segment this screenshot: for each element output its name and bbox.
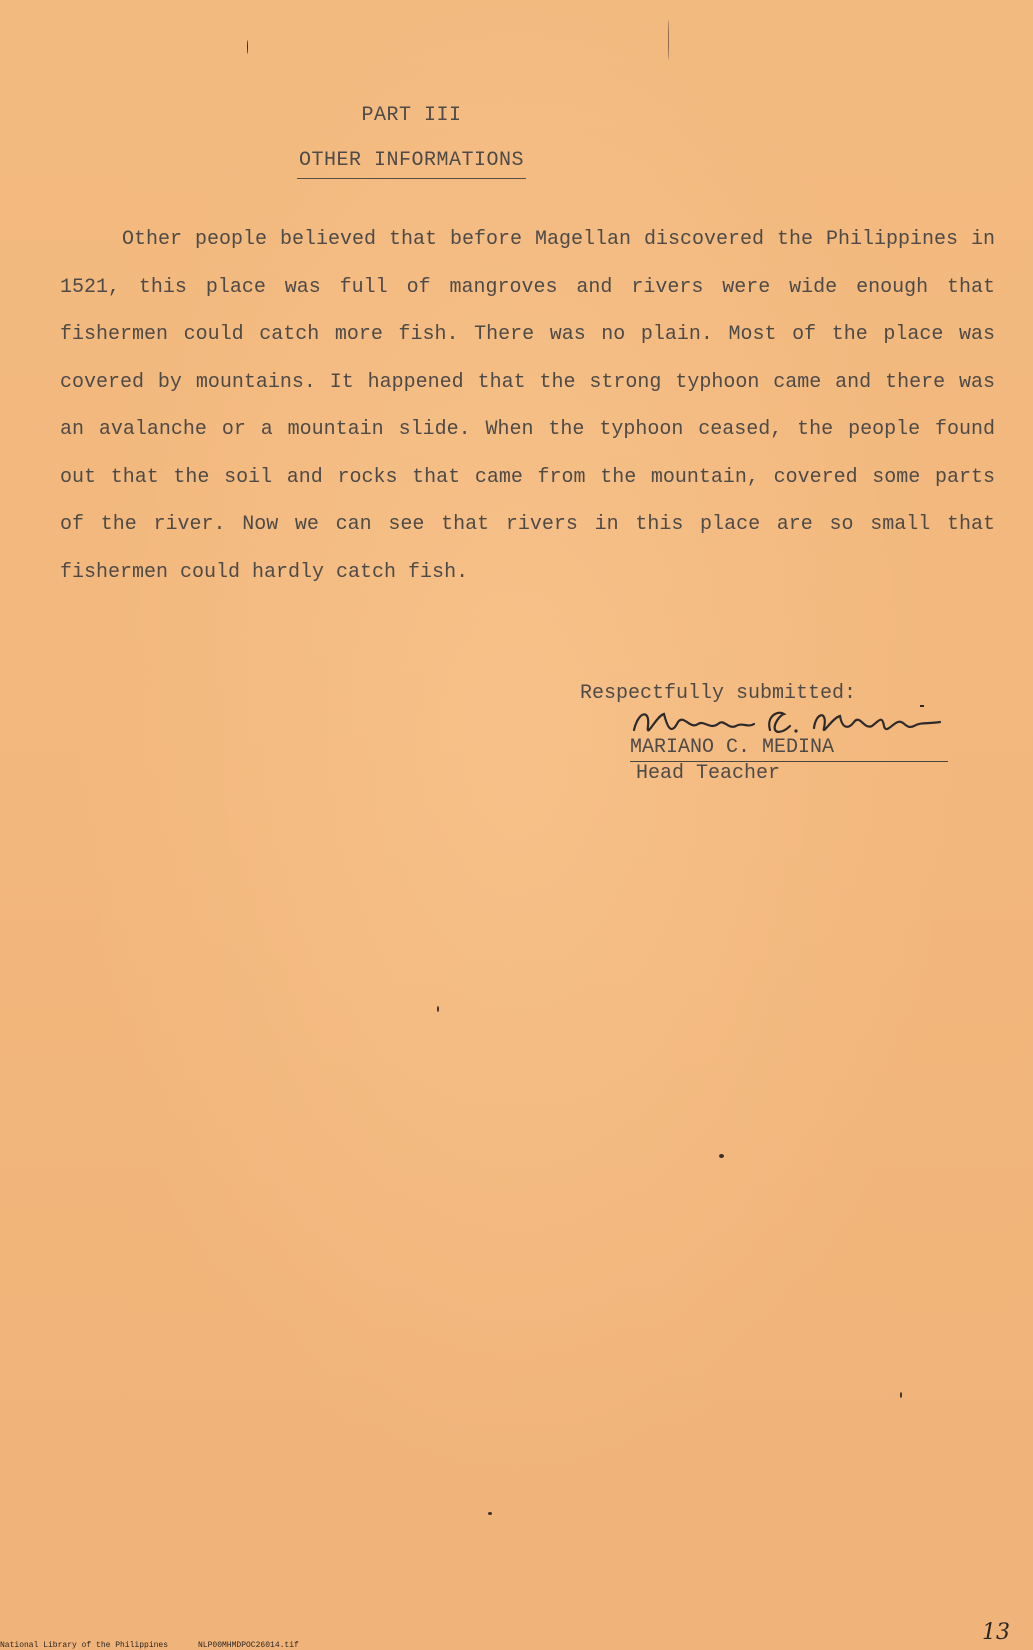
section-subtitle [0, 149, 928, 179]
subtitle-text: OTHER INFORMATIONS [297, 149, 526, 179]
footer-file-id: NLP00MHMDPOC26014.tif [198, 1641, 299, 1650]
body-text [60, 216, 995, 596]
ink-speck [247, 40, 248, 54]
closing-line: Respectfully submitted: [580, 682, 857, 705]
ink-speck [668, 20, 669, 60]
footer-library: National Library of the Philippines [0, 1641, 169, 1650]
ink-speck [437, 1006, 439, 1012]
ink-speck [488, 1512, 492, 1515]
ink-speck [719, 1154, 724, 1158]
signer-name: MARIANO C. MEDINA [630, 736, 948, 762]
signer-title: Head Teacher [636, 762, 781, 785]
ink-speck [900, 1392, 902, 1398]
part-title: PART III [361, 104, 462, 127]
page-number: 13 [982, 1620, 1010, 1645]
paragraph: Other people believed that before Magellan discovered the Philippines in 1521, this place was full of mangroves and rivers were wide enough that fishermen could catch more fish. There was no plain. Most of the place was covered by mountains. It happened that the strong typhoon came and there was an avalanche or a mountain slide. When the typhoon ceased, the people found out that the soil and rocks that came from the mountain, covered some parts of the river. Now we can see that rivers in this place are so small that fishermen could hardly catch fish. [60, 228, 995, 584]
